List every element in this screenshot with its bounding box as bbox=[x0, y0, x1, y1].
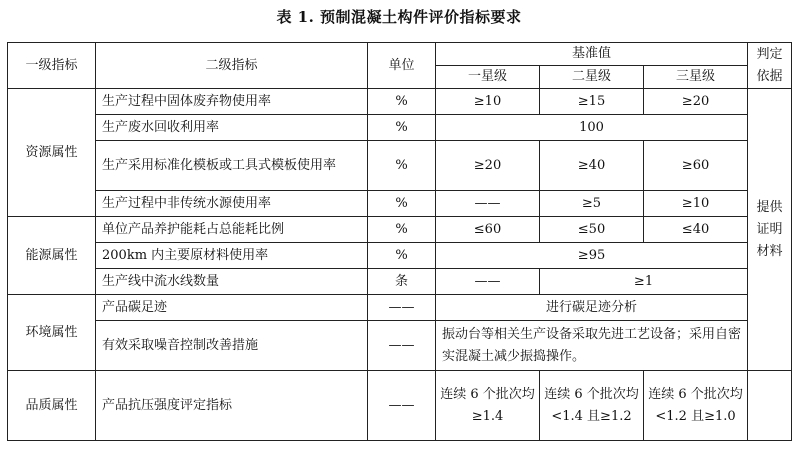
table-row bbox=[8, 321, 792, 371]
cell-star1: 连续 6 个批次均≥1.4 bbox=[436, 371, 540, 441]
row-unit: % bbox=[368, 141, 436, 191]
row-unit: —— bbox=[368, 321, 436, 371]
table-row bbox=[8, 371, 792, 441]
header-basis: 判定依据 bbox=[748, 43, 792, 89]
cell-merged: ≥95 bbox=[436, 243, 748, 269]
header-unit: 单位 bbox=[368, 43, 436, 89]
row-name: 200km 内主要原材料使用率 bbox=[96, 243, 368, 269]
row-name: 有效采取噪音控制改善措施 bbox=[96, 321, 368, 371]
table-row bbox=[8, 115, 792, 141]
indicator-table bbox=[7, 42, 792, 441]
group-environment: 环境属性 bbox=[8, 295, 96, 371]
row-unit: 条 bbox=[368, 269, 436, 295]
cell-star3: 连续 6 个批次均<1.2 且≥1.0 bbox=[644, 371, 748, 441]
cell-star2: ≥15 bbox=[540, 89, 644, 115]
header-star2: 二星级 bbox=[540, 66, 644, 89]
cell-star1: —— bbox=[436, 269, 540, 295]
table-row bbox=[8, 191, 792, 217]
row-name: 产品碳足迹 bbox=[96, 295, 368, 321]
row-unit: —— bbox=[368, 295, 436, 321]
row-name: 生产过程中固体废弃物使用率 bbox=[96, 89, 368, 115]
basis-empty bbox=[748, 371, 792, 441]
cell-star2: ≥40 bbox=[540, 141, 644, 191]
row-unit: % bbox=[368, 217, 436, 243]
row-unit: —— bbox=[368, 371, 436, 441]
row-name: 生产采用标准化模板或工具式模板使用率 bbox=[96, 141, 368, 191]
row-unit: % bbox=[368, 243, 436, 269]
cell-merged: 振动台等相关生产设备采取先进工艺设备；采用自密实混凝土减少振捣操作。 bbox=[436, 321, 748, 371]
header-star3: 三星级 bbox=[644, 66, 748, 89]
row-name: 生产线中流水线数量 bbox=[96, 269, 368, 295]
table-row bbox=[8, 89, 792, 115]
row-unit: % bbox=[368, 191, 436, 217]
row-name: 生产过程中非传统水源使用率 bbox=[96, 191, 368, 217]
row-name: 单位产品养护能耗占总能耗比例 bbox=[96, 217, 368, 243]
group-energy: 能源属性 bbox=[8, 217, 96, 295]
row-unit: % bbox=[368, 115, 436, 141]
header-primary: 一级指标 bbox=[8, 43, 96, 89]
group-quality: 品质属性 bbox=[8, 371, 96, 441]
header-star1: 一星级 bbox=[436, 66, 540, 89]
table-row bbox=[8, 269, 792, 295]
cell-star1: ≤60 bbox=[436, 217, 540, 243]
cell-star2: ≥5 bbox=[540, 191, 644, 217]
cell-star1: ≥20 bbox=[436, 141, 540, 191]
header-secondary: 二级指标 bbox=[96, 43, 368, 89]
cell-merged: 100 bbox=[436, 115, 748, 141]
cell-star23: ≥1 bbox=[540, 269, 748, 295]
table-row bbox=[8, 243, 792, 269]
row-unit: % bbox=[368, 89, 436, 115]
cell-star1: ≥10 bbox=[436, 89, 540, 115]
cell-merged: 进行碳足迹分析 bbox=[436, 295, 748, 321]
table-row bbox=[8, 295, 792, 321]
cell-star3: ≥10 bbox=[644, 191, 748, 217]
cell-star2: ≤50 bbox=[540, 217, 644, 243]
cell-star2: 连续 6 个批次均<1.4 且≥1.2 bbox=[540, 371, 644, 441]
table-title: 表 1. 预制混凝土构件评价指标要求 bbox=[276, 8, 522, 26]
row-name: 生产废水回收利用率 bbox=[96, 115, 368, 141]
cell-star3: ≤40 bbox=[644, 217, 748, 243]
cell-star1: —— bbox=[436, 191, 540, 217]
basis-value: 提供证明材料 bbox=[748, 89, 792, 371]
row-name: 产品抗压强度评定指标 bbox=[96, 371, 368, 441]
table-row bbox=[8, 141, 792, 191]
table-row bbox=[8, 217, 792, 243]
cell-star3: ≥20 bbox=[644, 89, 748, 115]
header-baseline: 基准值 bbox=[436, 43, 748, 66]
group-resource: 资源属性 bbox=[8, 89, 96, 217]
cell-star3: ≥60 bbox=[644, 141, 748, 191]
